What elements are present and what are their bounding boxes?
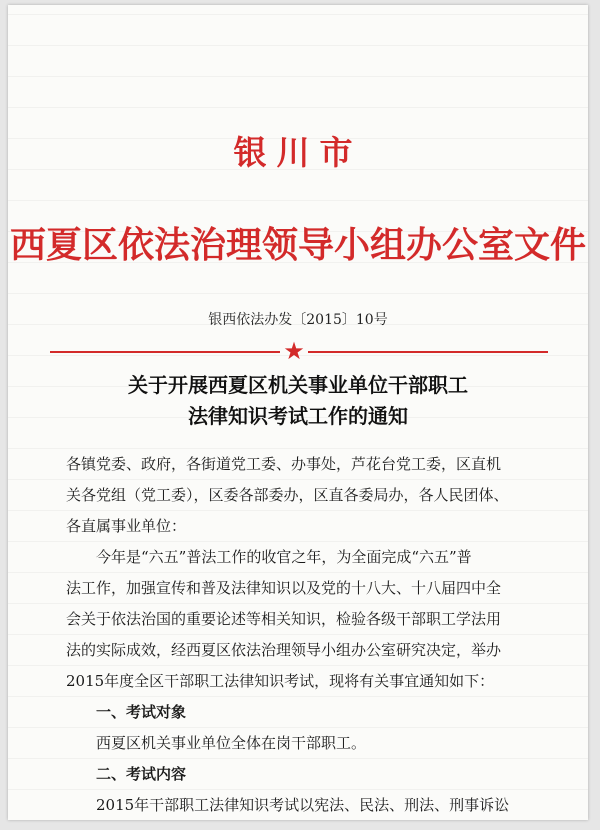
section-heading: 一、考试对象 (96, 703, 187, 721)
intro-line: 会关于依法治国的重要论述等相关知识，检验各级干部职工学法用 (66, 610, 502, 628)
header-city: 银川市 (233, 133, 363, 172)
section-text: 2015年干部职工法律知识考试以宪法、民法、刑法、刑事诉讼 (96, 796, 510, 814)
intro-line: 2015年度全区干部职工法律知识考试，现将有关事宜通知如下： (66, 672, 495, 690)
intro-line: 法的实际成效，经西夏区依法治理领导小组办公室研究决定，举办 (66, 641, 502, 659)
section-text: 西夏区机关事业单位全体在岗干部职工。 (96, 734, 367, 752)
document-page (8, 5, 588, 820)
notice-title-line-1: 关于开展西夏区机关事业单位干部职工 (128, 373, 468, 397)
red-divider-left (50, 351, 280, 353)
notice-title-line-2: 法律知识考试工作的通知 (188, 404, 408, 428)
recipients-line: 各直属事业单位： (66, 517, 187, 535)
red-divider-right (308, 351, 548, 353)
section-heading: 二、考试内容 (96, 765, 187, 783)
document-number: 银西依法办发〔2015〕10号 (208, 312, 388, 328)
recipients-line: 关各党组（党工委），区委各部委办，区直各委局办，各人民团体、 (66, 486, 509, 504)
red-star-icon: ★ (283, 337, 305, 365)
header-office: 西夏区依法治理领导小组办公室文件 (9, 225, 586, 266)
intro-line: 法工作，加强宣传和普及法律知识以及党的十八大、十八届四中全 (66, 579, 502, 597)
intro-line: 今年是“六五”普法工作的收官之年，为全面完成“六五”普 (96, 548, 472, 566)
notice-body (66, 449, 534, 820)
recipients-line: 各镇党委、政府，各街道党工委、办事处，芦花台党工委，区直机 (66, 455, 502, 473)
